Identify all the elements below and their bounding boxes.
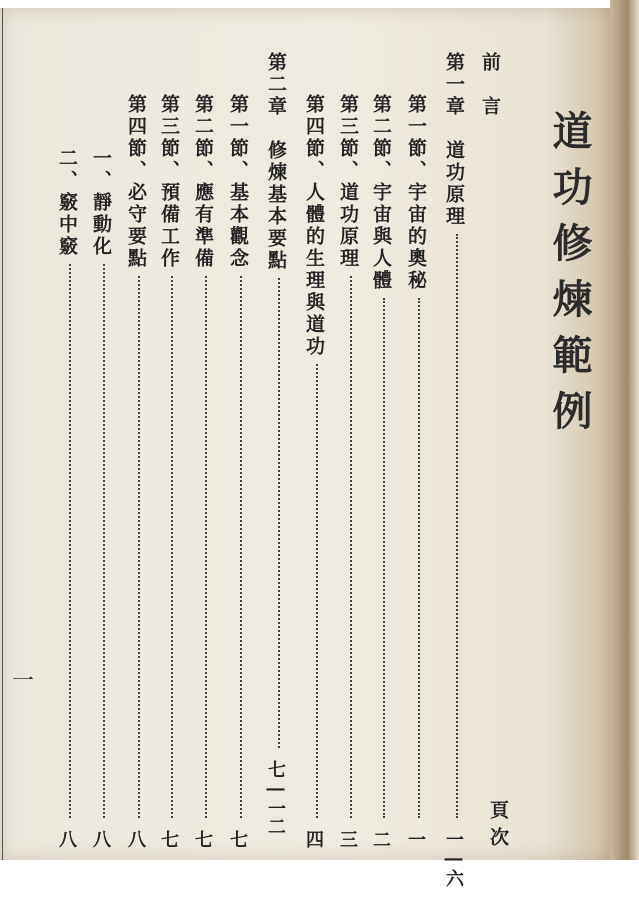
toc-entry [444,52,468,228]
dot-leader [418,298,420,818]
dot-leader [205,276,207,818]
toc-entry-label: 二、竅中竅 [56,148,78,258]
toc-entry-label: 第一節、宇宙的奧秘 [405,94,427,292]
toc-entry [126,94,150,270]
toc-entry-label: 第三節、預備工作 [158,94,180,270]
toc-entry-label: 第二節、應有準備 [192,94,214,270]
toc-page-number: 二 [370,830,391,848]
dot-leader [316,364,318,818]
toc-entry [57,148,81,258]
toc-entry [371,94,395,292]
toc-entry-label: 第二節、宇宙與人體 [370,94,392,292]
dot-leader [383,298,385,818]
toc-entry-label: 第一節、基本觀念 [227,94,249,270]
toc-entry [266,52,290,272]
toc-entry [159,94,183,270]
toc-page-number: 八 [125,830,146,848]
page-column-header: 頁次 [487,800,509,854]
dot-leader [240,276,242,818]
toc-entry [338,94,362,270]
toc-entry [228,94,252,270]
toc-entry-label: 一、靜動化 [90,148,112,258]
dot-leader [103,264,105,818]
toc-page-number: 八 [56,830,77,848]
toc-page-number: 一 [405,830,426,848]
dot-leader [278,278,280,748]
toc-entry-label: 第一章 道功原理 [443,52,465,228]
toc-page-number: 七 [158,830,179,848]
dot-leader [350,276,352,818]
toc-entry-label: 前 言 [479,52,501,118]
toc-entry-label: 第四節、必守要點 [125,94,147,270]
toc-entry [304,94,328,358]
toc-page-number: 七―一二 [265,760,286,835]
toc-page-number: 一―六 [443,830,464,887]
toc-page-number: 七 [192,830,213,848]
toc-entry-label: 第二章 修煉基本要點 [265,52,287,272]
toc-entry [480,52,504,118]
dot-leader [456,234,458,818]
toc-entry [406,94,430,292]
bottom-margin [0,860,639,914]
toc-page-number: 七 [227,830,248,848]
toc-entry [193,94,217,270]
toc-entry-label: 第三節、道功原理 [337,94,359,270]
dot-leader [171,276,173,818]
margin-page-number: 一 [12,669,35,694]
toc-entry-label: 第四節、人體的生理與道功 [303,94,325,358]
page-edge [610,0,639,860]
toc-entry [91,148,115,258]
document-title: 道功修煉範例 [546,110,593,446]
toc-page-number: 八 [90,830,111,848]
dot-leader [69,264,71,818]
toc-page-number: 四 [303,830,324,848]
dot-leader [138,276,140,818]
toc-page-number: 三 [337,830,358,848]
left-border-line [2,8,3,860]
